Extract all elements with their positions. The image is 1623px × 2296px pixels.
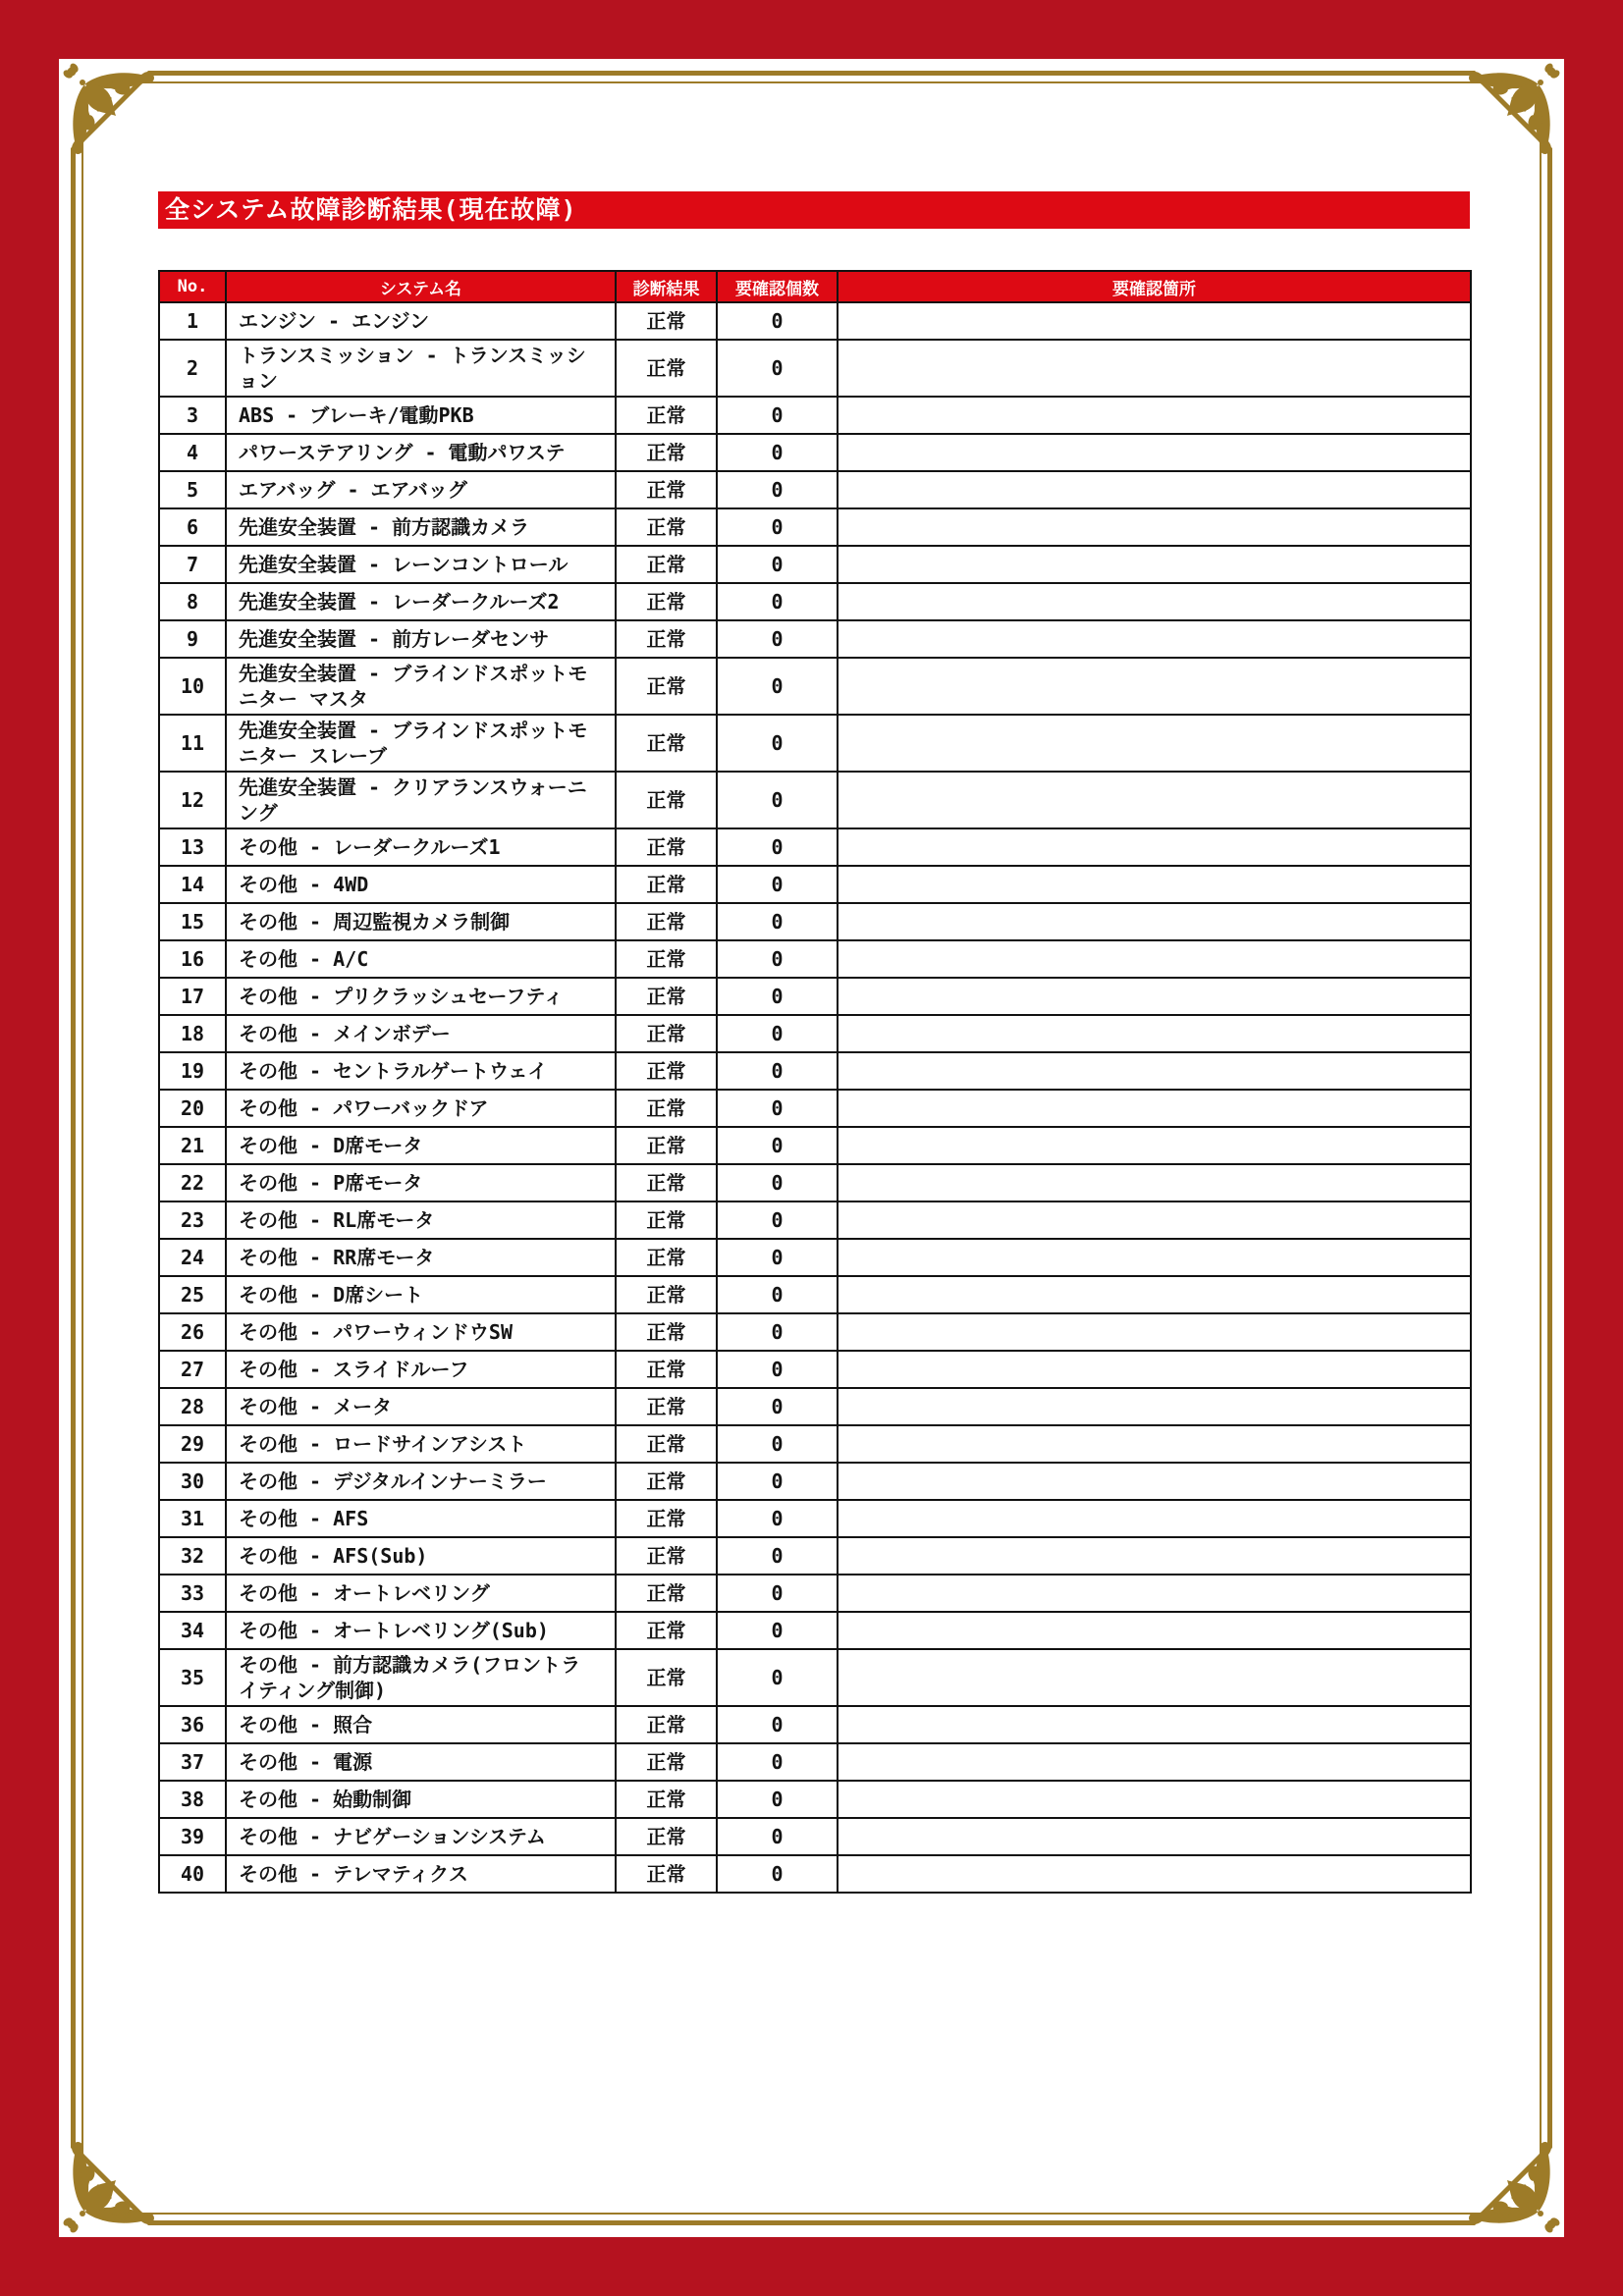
row-location-cell xyxy=(838,397,1471,434)
row-no-cell: 28 xyxy=(159,1388,226,1425)
row-count-cell: 0 xyxy=(717,1052,838,1090)
row-no-cell: 14 xyxy=(159,866,226,903)
row-result-cell: 正常 xyxy=(616,397,717,434)
row-system-cell: その他 - スライドルーフ xyxy=(226,1351,616,1388)
row-no-cell: 23 xyxy=(159,1201,226,1239)
row-count-cell: 0 xyxy=(717,1239,838,1276)
row-system-cell: 先進安全装置 - 前方認識カメラ xyxy=(226,508,616,546)
row-no-cell: 1 xyxy=(159,302,226,340)
row-result-cell: 正常 xyxy=(616,1164,717,1201)
row-location-cell xyxy=(838,340,1471,397)
row-system-cell: その他 - デジタルインナーミラー xyxy=(226,1463,616,1500)
row-location-cell xyxy=(838,1463,1471,1500)
row-no-cell: 20 xyxy=(159,1090,226,1127)
row-location-cell xyxy=(838,772,1471,828)
row-result-cell: 正常 xyxy=(616,340,717,397)
row-location-cell xyxy=(838,1612,1471,1649)
row-no-cell: 32 xyxy=(159,1537,226,1575)
row-location-cell xyxy=(838,434,1471,471)
row-count-cell: 0 xyxy=(717,1090,838,1127)
row-count-cell: 0 xyxy=(717,1201,838,1239)
table-row xyxy=(159,1127,1471,1164)
table-row xyxy=(159,1612,1471,1649)
row-count-cell: 0 xyxy=(717,1781,838,1818)
row-count-cell: 0 xyxy=(717,1537,838,1575)
row-system-cell: その他 - P席モータ xyxy=(226,1164,616,1201)
table-row xyxy=(159,1388,1471,1425)
row-system-cell: ABS - ブレーキ/電動PKB xyxy=(226,397,616,434)
table-row xyxy=(159,828,1471,866)
row-location-cell xyxy=(838,1855,1471,1893)
row-no-cell: 22 xyxy=(159,1164,226,1201)
row-no-cell: 40 xyxy=(159,1855,226,1893)
row-location-cell xyxy=(838,471,1471,508)
row-count-cell: 0 xyxy=(717,434,838,471)
table-row xyxy=(159,302,1471,340)
table-row xyxy=(159,1537,1471,1575)
table-row xyxy=(159,1855,1471,1893)
row-location-cell xyxy=(838,1127,1471,1164)
row-system-cell: パワーステアリング - 電動パワステ xyxy=(226,434,616,471)
row-result-cell: 正常 xyxy=(616,1015,717,1052)
row-result-cell: 正常 xyxy=(616,715,717,772)
row-location-cell xyxy=(838,1537,1471,1575)
row-no-cell: 37 xyxy=(159,1743,226,1781)
row-location-cell xyxy=(838,620,1471,658)
table-row xyxy=(159,1575,1471,1612)
row-location-cell xyxy=(838,940,1471,978)
row-count-cell: 0 xyxy=(717,940,838,978)
row-result-cell: 正常 xyxy=(616,1463,717,1500)
row-system-cell: その他 - ナビゲーションシステム xyxy=(226,1818,616,1855)
row-system-cell: その他 - セントラルゲートウェイ xyxy=(226,1052,616,1090)
row-count-cell: 0 xyxy=(717,302,838,340)
row-location-cell xyxy=(838,1706,1471,1743)
row-no-cell: 6 xyxy=(159,508,226,546)
row-no-cell: 15 xyxy=(159,903,226,940)
row-result-cell: 正常 xyxy=(616,1052,717,1090)
row-result-cell: 正常 xyxy=(616,1500,717,1537)
row-result-cell: 正常 xyxy=(616,302,717,340)
row-no-cell: 21 xyxy=(159,1127,226,1164)
row-result-cell: 正常 xyxy=(616,1855,717,1893)
table-row xyxy=(159,1090,1471,1127)
table-row xyxy=(159,397,1471,434)
row-system-cell: その他 - 始動制御 xyxy=(226,1781,616,1818)
row-system-cell: 先進安全装置 - 前方レーダセンサ xyxy=(226,620,616,658)
row-result-cell: 正常 xyxy=(616,1201,717,1239)
row-location-cell xyxy=(838,1388,1471,1425)
row-no-cell: 10 xyxy=(159,658,226,715)
table-row xyxy=(159,1164,1471,1201)
row-result-cell: 正常 xyxy=(616,1743,717,1781)
row-no-cell: 36 xyxy=(159,1706,226,1743)
row-location-cell xyxy=(838,302,1471,340)
row-result-cell: 正常 xyxy=(616,1818,717,1855)
row-no-cell: 30 xyxy=(159,1463,226,1500)
row-system-cell: 先進安全装置 - ブラインドスポットモニター マスタ xyxy=(226,658,616,715)
table-row xyxy=(159,1313,1471,1351)
table-row xyxy=(159,340,1471,397)
row-location-cell xyxy=(838,508,1471,546)
row-result-cell: 正常 xyxy=(616,1425,717,1463)
table-row xyxy=(159,508,1471,546)
row-location-cell xyxy=(838,1201,1471,1239)
row-system-cell: その他 - D席モータ xyxy=(226,1127,616,1164)
table-row xyxy=(159,1743,1471,1781)
row-system-cell: その他 - レーダークルーズ1 xyxy=(226,828,616,866)
row-result-cell: 正常 xyxy=(616,940,717,978)
row-result-cell: 正常 xyxy=(616,978,717,1015)
row-count-cell: 0 xyxy=(717,1818,838,1855)
row-result-cell: 正常 xyxy=(616,546,717,583)
row-result-cell: 正常 xyxy=(616,1781,717,1818)
row-location-cell xyxy=(838,866,1471,903)
row-no-cell: 2 xyxy=(159,340,226,397)
report-title: 全システム故障診断結果(現在故障) xyxy=(165,195,577,224)
row-count-cell: 0 xyxy=(717,340,838,397)
row-no-cell: 33 xyxy=(159,1575,226,1612)
row-result-cell: 正常 xyxy=(616,471,717,508)
row-count-cell: 0 xyxy=(717,471,838,508)
row-result-cell: 正常 xyxy=(616,620,717,658)
row-count-cell: 0 xyxy=(717,1649,838,1706)
table-row xyxy=(159,772,1471,828)
row-count-cell: 0 xyxy=(717,620,838,658)
table-row xyxy=(159,1351,1471,1388)
row-no-cell: 39 xyxy=(159,1818,226,1855)
row-no-cell: 17 xyxy=(159,978,226,1015)
row-result-cell: 正常 xyxy=(616,583,717,620)
row-count-cell: 0 xyxy=(717,546,838,583)
row-system-cell: その他 - パワーバックドア xyxy=(226,1090,616,1127)
row-result-cell: 正常 xyxy=(616,658,717,715)
table-row xyxy=(159,903,1471,940)
row-system-cell: その他 - RL席モータ xyxy=(226,1201,616,1239)
row-count-cell: 0 xyxy=(717,1164,838,1201)
table-row xyxy=(159,715,1471,772)
row-no-cell: 29 xyxy=(159,1425,226,1463)
table-row xyxy=(159,1201,1471,1239)
row-no-cell: 5 xyxy=(159,471,226,508)
row-system-cell: その他 - オートレベリング xyxy=(226,1575,616,1612)
row-result-cell: 正常 xyxy=(616,828,717,866)
row-count-cell: 0 xyxy=(717,1351,838,1388)
table-row xyxy=(159,1706,1471,1743)
report-content xyxy=(158,191,1470,1894)
table-row xyxy=(159,1239,1471,1276)
row-system-cell: その他 - 電源 xyxy=(226,1743,616,1781)
row-system-cell: その他 - メータ xyxy=(226,1388,616,1425)
row-count-cell: 0 xyxy=(717,1575,838,1612)
row-system-cell: その他 - AFS xyxy=(226,1500,616,1537)
row-system-cell: その他 - 4WD xyxy=(226,866,616,903)
table-row xyxy=(159,940,1471,978)
row-count-cell: 0 xyxy=(717,978,838,1015)
diagnostic-results-table xyxy=(158,270,1472,1894)
row-location-cell xyxy=(838,1425,1471,1463)
row-count-cell: 0 xyxy=(717,903,838,940)
row-no-cell: 35 xyxy=(159,1649,226,1706)
row-system-cell: エンジン - エンジン xyxy=(226,302,616,340)
row-location-cell xyxy=(838,1351,1471,1388)
row-result-cell: 正常 xyxy=(616,1388,717,1425)
row-result-cell: 正常 xyxy=(616,903,717,940)
row-system-cell: 先進安全装置 - ブラインドスポットモニター スレーブ xyxy=(226,715,616,772)
row-no-cell: 18 xyxy=(159,1015,226,1052)
row-system-cell: その他 - プリクラッシュセーフティ xyxy=(226,978,616,1015)
table-row xyxy=(159,620,1471,658)
row-count-cell: 0 xyxy=(717,1743,838,1781)
table-row xyxy=(159,866,1471,903)
row-result-cell: 正常 xyxy=(616,1649,717,1706)
table-row xyxy=(159,1425,1471,1463)
table-body xyxy=(159,302,1471,1893)
table-row xyxy=(159,434,1471,471)
row-count-cell: 0 xyxy=(717,508,838,546)
row-no-cell: 13 xyxy=(159,828,226,866)
row-result-cell: 正常 xyxy=(616,772,717,828)
table-row xyxy=(159,1818,1471,1855)
row-count-cell: 0 xyxy=(717,715,838,772)
table-row xyxy=(159,1015,1471,1052)
row-count-cell: 0 xyxy=(717,1463,838,1500)
row-location-cell xyxy=(838,715,1471,772)
row-location-cell xyxy=(838,1052,1471,1090)
row-no-cell: 25 xyxy=(159,1276,226,1313)
row-result-cell: 正常 xyxy=(616,1276,717,1313)
row-no-cell: 38 xyxy=(159,1781,226,1818)
row-system-cell: 先進安全装置 - クリアランスウォーニング xyxy=(226,772,616,828)
row-system-cell: その他 - AFS(Sub) xyxy=(226,1537,616,1575)
row-count-cell: 0 xyxy=(717,1612,838,1649)
row-location-cell xyxy=(838,1743,1471,1781)
row-no-cell: 11 xyxy=(159,715,226,772)
row-count-cell: 0 xyxy=(717,1388,838,1425)
row-count-cell: 0 xyxy=(717,1313,838,1351)
row-system-cell: その他 - メインボデー xyxy=(226,1015,616,1052)
col-header-no: No. xyxy=(159,271,226,302)
col-header-location: 要確認箇所 xyxy=(838,271,1471,302)
row-location-cell xyxy=(838,1818,1471,1855)
row-count-cell: 0 xyxy=(717,1706,838,1743)
corner-flourish-icon xyxy=(1397,2070,1564,2237)
row-system-cell: その他 - パワーウィンドウSW xyxy=(226,1313,616,1351)
table-row xyxy=(159,546,1471,583)
row-result-cell: 正常 xyxy=(616,1575,717,1612)
row-system-cell: その他 - オートレベリング(Sub) xyxy=(226,1612,616,1649)
row-no-cell: 31 xyxy=(159,1500,226,1537)
row-result-cell: 正常 xyxy=(616,508,717,546)
row-result-cell: 正常 xyxy=(616,1351,717,1388)
row-result-cell: 正常 xyxy=(616,1127,717,1164)
col-header-result: 診断結果 xyxy=(616,271,717,302)
row-no-cell: 19 xyxy=(159,1052,226,1090)
row-location-cell xyxy=(838,583,1471,620)
row-result-cell: 正常 xyxy=(616,1706,717,1743)
table-row xyxy=(159,1781,1471,1818)
row-system-cell: トランスミッション - トランスミッション xyxy=(226,340,616,397)
row-location-cell xyxy=(838,1575,1471,1612)
row-location-cell xyxy=(838,658,1471,715)
row-count-cell: 0 xyxy=(717,1276,838,1313)
row-system-cell: その他 - 周辺監視カメラ制御 xyxy=(226,903,616,940)
row-no-cell: 8 xyxy=(159,583,226,620)
row-count-cell: 0 xyxy=(717,1127,838,1164)
table-row xyxy=(159,1463,1471,1500)
row-count-cell: 0 xyxy=(717,658,838,715)
table-row xyxy=(159,1500,1471,1537)
row-no-cell: 16 xyxy=(159,940,226,978)
row-count-cell: 0 xyxy=(717,1855,838,1893)
table-row xyxy=(159,1276,1471,1313)
row-location-cell xyxy=(838,978,1471,1015)
row-system-cell: その他 - D席シート xyxy=(226,1276,616,1313)
table-row xyxy=(159,583,1471,620)
row-no-cell: 27 xyxy=(159,1351,226,1388)
row-system-cell: その他 - ロードサインアシスト xyxy=(226,1425,616,1463)
row-system-cell: その他 - テレマティクス xyxy=(226,1855,616,1893)
row-location-cell xyxy=(838,1015,1471,1052)
corner-flourish-icon xyxy=(59,2070,226,2237)
row-count-cell: 0 xyxy=(717,828,838,866)
row-no-cell: 7 xyxy=(159,546,226,583)
row-no-cell: 26 xyxy=(159,1313,226,1351)
row-system-cell: その他 - A/C xyxy=(226,940,616,978)
col-header-system: システム名 xyxy=(226,271,616,302)
row-count-cell: 0 xyxy=(717,397,838,434)
row-system-cell: エアバッグ - エアバッグ xyxy=(226,471,616,508)
row-result-cell: 正常 xyxy=(616,1537,717,1575)
row-result-cell: 正常 xyxy=(616,1612,717,1649)
row-count-cell: 0 xyxy=(717,1500,838,1537)
table-row xyxy=(159,1052,1471,1090)
row-location-cell xyxy=(838,1781,1471,1818)
row-system-cell: その他 - RR席モータ xyxy=(226,1239,616,1276)
row-count-cell: 0 xyxy=(717,772,838,828)
col-header-count: 要確認個数 xyxy=(717,271,838,302)
row-count-cell: 0 xyxy=(717,583,838,620)
row-count-cell: 0 xyxy=(717,866,838,903)
row-location-cell xyxy=(838,828,1471,866)
row-location-cell xyxy=(838,1500,1471,1537)
row-location-cell xyxy=(838,1276,1471,1313)
report-title-banner xyxy=(158,191,1470,229)
row-system-cell: 先進安全装置 - レーンコントロール xyxy=(226,546,616,583)
table-row xyxy=(159,978,1471,1015)
row-location-cell xyxy=(838,546,1471,583)
row-result-cell: 正常 xyxy=(616,1239,717,1276)
row-no-cell: 34 xyxy=(159,1612,226,1649)
row-location-cell xyxy=(838,1164,1471,1201)
table-header-row xyxy=(159,271,1471,302)
row-location-cell xyxy=(838,903,1471,940)
table-row xyxy=(159,658,1471,715)
row-count-cell: 0 xyxy=(717,1425,838,1463)
row-location-cell xyxy=(838,1239,1471,1276)
row-no-cell: 24 xyxy=(159,1239,226,1276)
row-location-cell xyxy=(838,1090,1471,1127)
row-count-cell: 0 xyxy=(717,1015,838,1052)
table-row xyxy=(159,1649,1471,1706)
row-system-cell: その他 - 照合 xyxy=(226,1706,616,1743)
row-system-cell: 先進安全装置 - レーダークルーズ2 xyxy=(226,583,616,620)
row-result-cell: 正常 xyxy=(616,434,717,471)
row-no-cell: 9 xyxy=(159,620,226,658)
row-location-cell xyxy=(838,1649,1471,1706)
row-no-cell: 3 xyxy=(159,397,226,434)
table-row xyxy=(159,471,1471,508)
row-system-cell: その他 - 前方認識カメラ(フロントライティング制御) xyxy=(226,1649,616,1706)
row-result-cell: 正常 xyxy=(616,1090,717,1127)
row-no-cell: 4 xyxy=(159,434,226,471)
row-location-cell xyxy=(838,1313,1471,1351)
row-result-cell: 正常 xyxy=(616,866,717,903)
row-result-cell: 正常 xyxy=(616,1313,717,1351)
row-no-cell: 12 xyxy=(159,772,226,828)
